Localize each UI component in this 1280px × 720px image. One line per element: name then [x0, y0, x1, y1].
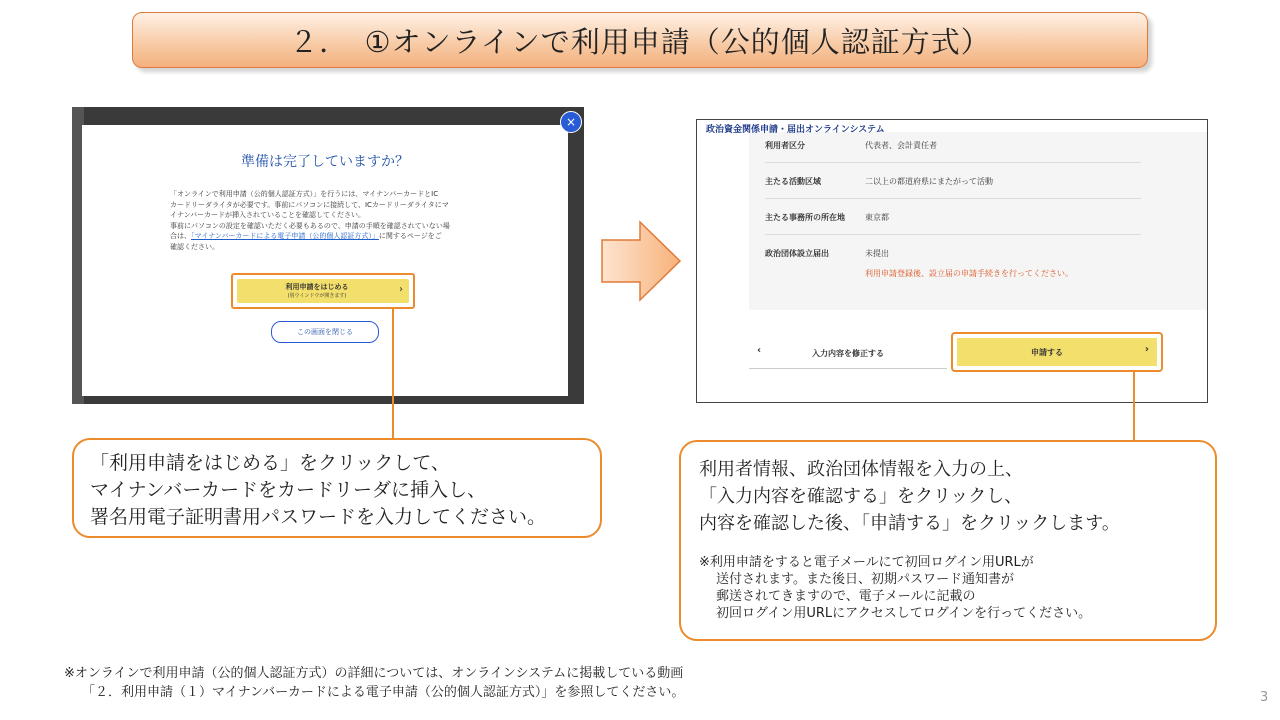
title-banner: [132, 12, 1148, 68]
row-label: 主たる事務所の所在地: [765, 213, 845, 222]
chevron-left-icon: ‹: [757, 345, 762, 356]
start-button-sub: (別ウインドウが開きます): [287, 293, 347, 299]
modal-body-line: カードリーダライタが必要です。事前にパソコンに接続して、ICカードリーダライタにマ: [170, 200, 449, 209]
chevron-right-icon: ›: [399, 284, 403, 295]
row-label: 利用者区分: [765, 141, 805, 150]
modal-body-line: 「オンラインで利用申請（公的個人認証方式）」を行うには、マイナンバーカードとIC: [170, 190, 439, 198]
page-number: 3: [1260, 690, 1269, 705]
callout-line: 利用者情報、政治団体情報を入力の上、: [699, 459, 1023, 480]
apply-button-label: 申請する: [1031, 348, 1063, 357]
row-label: 政治団体設立届出: [765, 249, 829, 258]
callout-line: 「入力内容を確認する」をクリックし、: [699, 486, 1023, 507]
row-value: 代表者、会計責任者: [865, 141, 937, 150]
footer-line: 「２．利用申請（１）マイナンバーカードによる電子申請（公的個人認証方式）」を参照してください。: [82, 685, 685, 700]
edit-input-button[interactable]: [749, 338, 947, 369]
modal-body: [170, 189, 486, 252]
apply-button[interactable]: [957, 338, 1157, 366]
left-screenshot: [72, 107, 584, 404]
callout-right: [679, 440, 1217, 641]
organization-note: 利用申請登録後、設立届の申請手続きを行ってください。: [865, 269, 1073, 278]
start-application-button[interactable]: [237, 279, 409, 303]
guide-link[interactable]: 「マイナンバーカードによる電子申請（公的個人認証方式）」: [191, 232, 379, 240]
modal-body-line: 事前にパソコンの設定を確認いただく必要もあるので、申請の手順を確認されていない場: [170, 221, 450, 230]
right-screenshot: [696, 119, 1208, 403]
callout-line: マイナンバーカードをカードリーダに挿入し、: [90, 479, 486, 501]
system-title: 政治資金関係申請・届出オンラインシステム: [706, 125, 885, 135]
callout-right-text: [699, 456, 1120, 537]
row-divider: [765, 198, 1141, 199]
row-label: 主たる活動区域: [765, 177, 821, 186]
modal-body-line: イナンバーカードが挿入されていることを確認してください。: [170, 211, 366, 219]
note-line: 初回ログイン用URLにアクセスしてログインを行ってください。: [716, 606, 1092, 621]
note-line: 郵送されてきますので、電子メールに記載の: [716, 589, 976, 604]
callout-line: 署名用電子証明書用パスワードを入力してください。: [90, 506, 547, 528]
note-line: ※利用申請をすると電子メールにて初回ログイン用URLが: [699, 555, 1034, 570]
modal-body-line-link: [170, 231, 486, 242]
page-title: ２． ①オンラインで利用申請（公的個人認証方式）: [289, 24, 991, 59]
callout-right-note: [699, 554, 1091, 622]
connector-line-right: [1133, 372, 1135, 442]
close-screen-button[interactable]: この画面を閉じる: [271, 321, 379, 343]
confirmation-modal: [82, 125, 568, 396]
callout-line: 内容を確認した後、「申請する」をクリックします。: [699, 513, 1120, 534]
row-divider: [765, 162, 1141, 163]
right-arrow-icon: [600, 220, 682, 302]
callout-left-text: [90, 450, 546, 531]
close-icon[interactable]: ×: [560, 111, 582, 133]
modal-body-line: 確認ください。: [170, 242, 219, 251]
edit-input-label: 入力内容を修正する: [812, 349, 884, 358]
row-value: 二以上の都道府県にまたがって活動: [865, 177, 993, 186]
callout-line: 「利用申請をはじめる」をクリックして、: [90, 452, 450, 474]
row-value: 未提出: [865, 249, 889, 258]
chevron-right-icon: ›: [1144, 344, 1149, 355]
callout-left: [72, 438, 602, 538]
row-value: 東京都: [865, 213, 889, 222]
footer-note: [64, 664, 684, 702]
row-divider: [765, 234, 1141, 235]
connector-line-left: [392, 308, 394, 440]
note-line: 送付されます。また後日、初期パスワード通知書が: [716, 572, 1014, 587]
footer-line: ※オンラインで利用申請（公的個人認証方式）の詳細については、オンラインシステムに掲載している動画: [64, 666, 684, 681]
link-prefix: 合は、: [170, 232, 191, 240]
modal-heading: 準備は完了していますか？: [241, 154, 409, 170]
link-suffix: に関するページをご: [378, 232, 442, 240]
start-button-label: 利用申請をはじめる: [285, 283, 349, 291]
